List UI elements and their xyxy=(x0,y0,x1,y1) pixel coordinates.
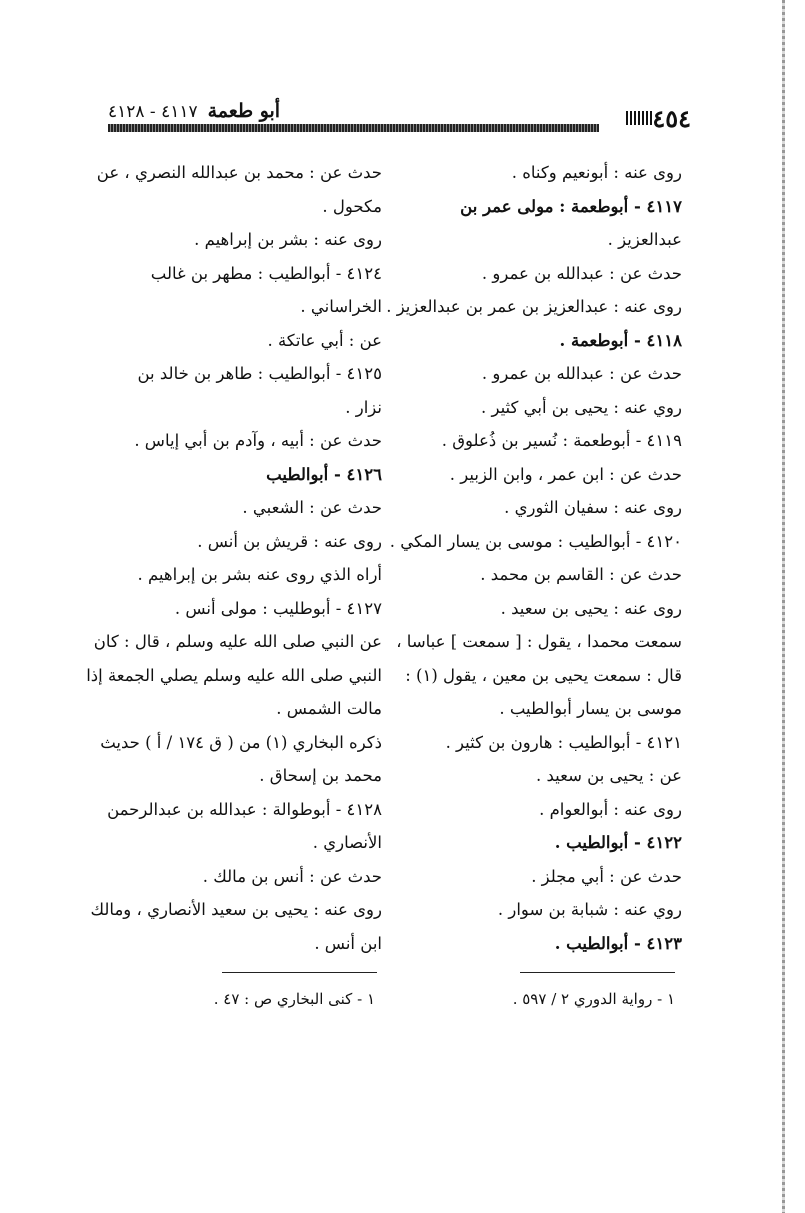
text-line: حدث عن : أبي مجلز . xyxy=(531,866,682,886)
text-line: ٤١٢٤ - أبوالطيب : مطهر بن غالب xyxy=(150,263,382,283)
text-line: روى عنه : عبدالعزيز بن عمر بن عبدالعزيز . xyxy=(386,297,682,316)
right-column xyxy=(386,156,682,960)
text-line: سمعت محمدا ، يقول : [ سمعت ] عباسا ، xyxy=(396,632,682,651)
text-line: ٤١٢٣ - أبوالطيب . xyxy=(554,933,682,953)
text-line: ٤١٢٦ - أبوالطيب xyxy=(266,464,382,484)
text-line: حدث عن : عبدالله بن عمرو . xyxy=(481,364,682,383)
text-line: ٤١٢٧ - أبوطليب : مولى أنس . xyxy=(174,598,382,618)
text-line: حدث عن : القاسم بن محمد . xyxy=(480,565,682,584)
text-line: حدث عن : أنس بن مالك . xyxy=(202,866,382,886)
text-line: الأنصاري . xyxy=(312,833,382,852)
text-line: روى عنه : يحيى بن سعيد . xyxy=(500,598,682,618)
footnote-rule-right xyxy=(520,972,675,973)
text-line: حدث عن : أبيه ، وآدم بن أبي إياس . xyxy=(134,431,382,450)
text-line: قال : سمعت يحيى بن معين ، يقول (١) : xyxy=(405,665,682,685)
text-line: ٤١١٨ - أبوطعمة . xyxy=(559,330,682,350)
header-rule xyxy=(108,124,599,132)
text-line: روى عنه : أبوالعوام . xyxy=(539,799,682,819)
text-line: حدث عن : ابن عمر ، وابن الزبير . xyxy=(449,464,682,484)
text-line: ٤١٢٨ - أبوطوالة : عبدالله بن عبدالرحمن xyxy=(107,799,382,819)
text-line: ذكره البخاري (١) من ( ق ١٧٤ / أ ) حديث xyxy=(100,732,382,752)
text-line: ٤١١٩ - أبوطعمة : نُسير بن ذُعلوق . xyxy=(441,431,682,450)
page-header xyxy=(108,100,691,136)
scan-edge xyxy=(782,0,785,1213)
text-line: محمد بن إسحاق . xyxy=(259,766,382,785)
left-column xyxy=(86,156,382,960)
text-line: ٤١٢٠ - أبوالطيب : موسى بن يسار المكي . xyxy=(389,531,682,551)
text-line: ٤١١٧ - أبوطعمة : مولى عمر بن xyxy=(460,196,682,216)
text-line: عن : يحيى بن سعيد . xyxy=(536,766,682,785)
text-line: ٤١٢٥ - أبوالطيب : طاهر بن خالد بن xyxy=(137,364,382,383)
text-line: الخراساني . xyxy=(300,297,382,316)
text-line: روى عنه : قريش بن أنس . xyxy=(197,531,382,551)
text-line: روى عنه : سفيان الثوري . xyxy=(504,498,682,517)
text-line: حدث عن : الشعبي . xyxy=(242,498,382,517)
text-line: ٤١٢١ - أبوالطيب : هارون بن كثير . xyxy=(445,732,682,752)
text-line: مالت الشمس . xyxy=(276,699,382,718)
text-line: عن النبي صلى الله عليه وسلم ، قال : كان xyxy=(93,632,382,651)
text-line: النبي صلى الله عليه وسلم يصلي الجمعة إذا xyxy=(86,665,382,685)
text-line: روى عنه : يحيى بن سعيد الأنصاري ، ومالك xyxy=(90,900,382,919)
running-title-name: أبو طعمة xyxy=(207,100,281,122)
text-line: حدث عن : عبدالله بن عمرو . xyxy=(481,263,682,283)
running-title-range: ٤١١٧ - ٤١٢٨ xyxy=(108,102,198,122)
text-line: عن : أبي عاتكة . xyxy=(267,330,382,350)
page-number-ornament-icon xyxy=(626,111,652,125)
running-title xyxy=(108,100,280,122)
footnote-right: ١ - رواية الدوري ٢ / ٥٩٧ . xyxy=(512,990,675,1008)
text-line: روى عنه : أبونعيم وكناه . xyxy=(511,163,682,182)
text-line: نزار . xyxy=(345,397,382,417)
text-line: روي عنه : يحيى بن أبي كثير . xyxy=(480,397,682,417)
text-line: أراه الذي روى عنه بشر بن إبراهيم . xyxy=(137,565,382,584)
page-number xyxy=(599,100,691,136)
text-line: حدث عن : محمد بن عبدالله النصري ، عن xyxy=(96,163,382,182)
text-line: روي عنه : شبابة بن سوار . xyxy=(497,900,682,919)
text-line: مكحول . xyxy=(322,196,382,216)
footnote-rule-left xyxy=(222,972,377,973)
text-line: ابن أنس . xyxy=(314,933,382,953)
text-line: ٤١٢٢ - أبوالطيب . xyxy=(554,833,682,852)
text-line: موسى بن يسار أبوالطيب . xyxy=(499,699,682,718)
footnote-left: ١ - كنى البخاري ص : ٤٧ . xyxy=(213,990,375,1008)
page-number-text: ٤٥٤ xyxy=(652,103,691,133)
text-line: روى عنه : بشر بن إبراهيم . xyxy=(194,230,382,249)
text-line: عبدالعزيز . xyxy=(607,230,682,249)
